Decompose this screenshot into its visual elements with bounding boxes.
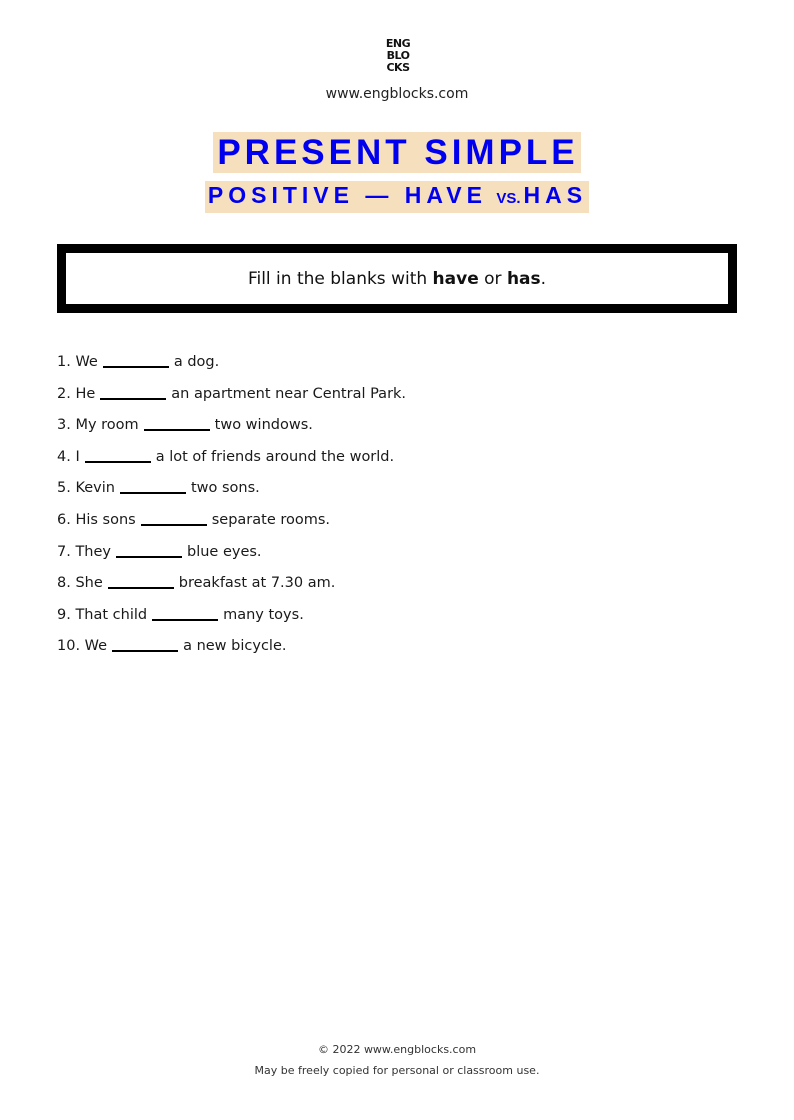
subtitle-main: POSITIVE — HAVE — [207, 182, 487, 208]
exercise-item — [57, 634, 406, 666]
subtitle-vs: VS. — [496, 190, 521, 207]
title-container — [0, 132, 794, 173]
answer-blank[interactable] — [112, 634, 178, 652]
answer-blank[interactable] — [120, 476, 186, 494]
exercise-before: 10. We — [57, 638, 108, 655]
exercise-item — [57, 413, 406, 445]
instruction-prefix: Fill in the blanks with — [247, 268, 433, 289]
answer-blank[interactable] — [103, 350, 169, 368]
exercise-after: a dog. — [173, 354, 220, 370]
exercise-item — [57, 382, 406, 414]
subtitle-end: HAS — [523, 182, 588, 208]
engblocks-logo — [381, 38, 415, 74]
exercise-before: 8. She — [57, 575, 103, 592]
exercise-item — [57, 508, 406, 540]
logo-line-2: BLO — [386, 49, 410, 62]
exercise-after: a new bicycle. — [183, 638, 287, 655]
exercise-after: many toys. — [223, 606, 304, 623]
exercise-after: two windows. — [214, 417, 313, 434]
footer-copyright: © 2022 www.engblocks.com — [317, 1043, 477, 1056]
exercise-before: 4. I — [57, 448, 80, 465]
answer-blank[interactable] — [144, 413, 210, 431]
exercise-item — [57, 350, 406, 382]
answer-blank[interactable] — [85, 445, 151, 463]
exercise-before: 3. My room — [57, 417, 139, 434]
exercise-after: separate rooms. — [211, 511, 331, 528]
answer-blank[interactable] — [141, 508, 207, 526]
exercise-after: two sons. — [190, 480, 260, 497]
instruction-suffix: . — [540, 268, 547, 289]
instruction-word-has: has — [506, 268, 541, 289]
exercise-list — [57, 350, 406, 666]
exercise-before: 7. They — [57, 543, 111, 560]
page-subtitle — [205, 181, 589, 213]
instruction-text — [248, 269, 546, 289]
exercise-before: 1. We — [57, 354, 98, 370]
exercise-item — [57, 603, 406, 635]
footer-note: May be freely copied for personal or classroom use. — [254, 1064, 540, 1077]
exercise-item — [57, 540, 406, 572]
exercise-after: breakfast at 7.30 am. — [178, 575, 336, 592]
exercise-item — [57, 476, 406, 508]
exercise-before: 5. Kevin — [57, 480, 115, 497]
subtitle-container — [0, 181, 794, 213]
instruction-word-have: have — [432, 268, 479, 289]
exercise-after: an apartment near Central Park. — [171, 385, 407, 402]
logo-line-1: ENG — [385, 37, 411, 50]
answer-blank[interactable] — [116, 540, 182, 558]
answer-blank[interactable] — [108, 571, 174, 589]
exercise-item — [57, 445, 406, 477]
answer-blank[interactable] — [152, 603, 218, 621]
instruction-box — [57, 244, 737, 313]
exercise-after: blue eyes. — [187, 543, 262, 560]
site-url: www.engblocks.com — [325, 86, 469, 102]
exercise-before: 9. That child — [57, 606, 148, 623]
exercise-before: 6. His sons — [57, 511, 136, 528]
exercise-after: a lot of friends around the world. — [155, 448, 395, 465]
page-title: PRESENT SIMPLE — [213, 132, 580, 173]
answer-blank[interactable] — [100, 382, 166, 400]
exercise-before: 2. He — [57, 385, 96, 402]
exercise-item — [57, 571, 406, 603]
logo-line-3: CKS — [386, 61, 410, 74]
instruction-middle: or — [478, 268, 507, 289]
